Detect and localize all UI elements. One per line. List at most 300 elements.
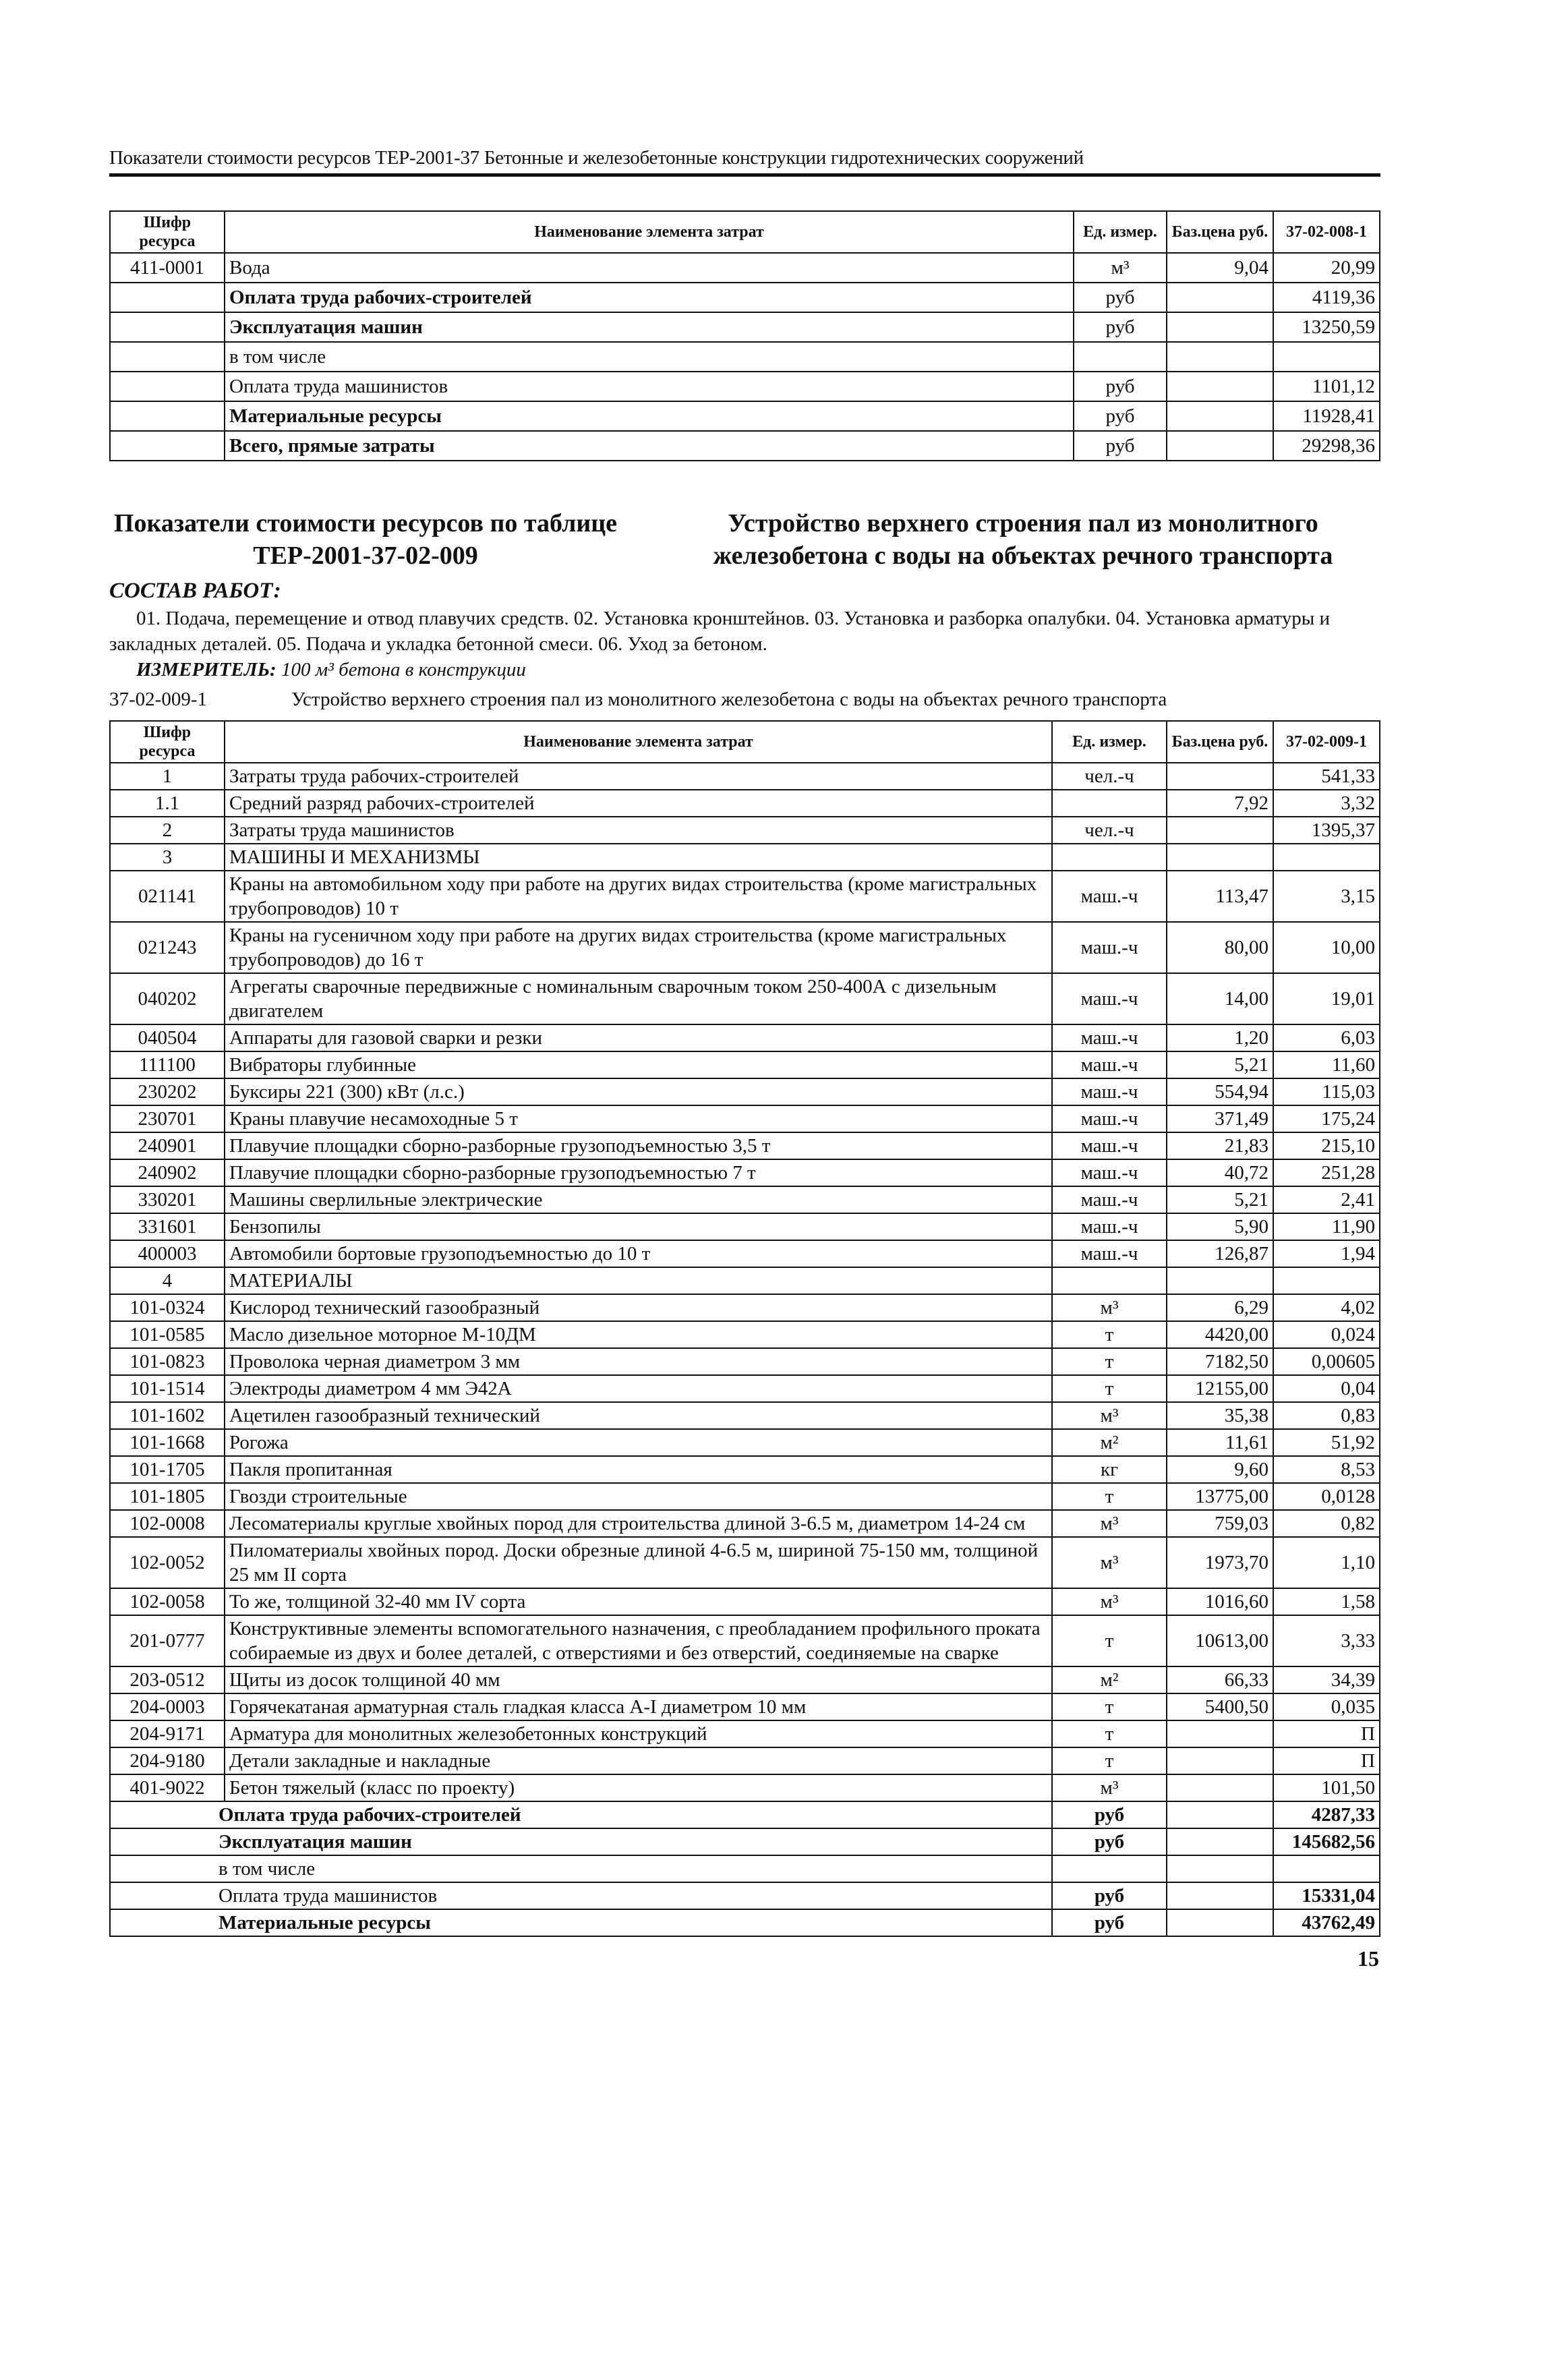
- summary-row: [110, 1801, 1380, 1828]
- cell-value: 251,28: [1273, 1159, 1380, 1186]
- cell-value: 51,92: [1273, 1429, 1380, 1456]
- cell-code: 040202: [110, 973, 225, 1024]
- cell-price: 7,92: [1167, 790, 1273, 817]
- cell-unit: маш.-ч: [1052, 1186, 1167, 1213]
- cell-code: 101-1668: [110, 1429, 225, 1456]
- table-row: [110, 790, 1380, 817]
- cell-price: [1167, 817, 1273, 844]
- cell-price: 4420,00: [1167, 1321, 1273, 1348]
- cell-name: Краны плавучие несамоходные 5 т: [225, 1105, 1052, 1132]
- cell-code: 101-1705: [110, 1456, 225, 1483]
- cell-code: 102-0008: [110, 1510, 225, 1537]
- table-header-row: [110, 721, 1380, 763]
- cell-code: 2: [110, 817, 225, 844]
- table-row: [110, 431, 1380, 461]
- cell-price: 7182,50: [1167, 1348, 1273, 1375]
- cell-name: Плавучие площадки сборно-разборные грузоподъемностью 3,5 т: [225, 1132, 1052, 1159]
- cell-value: 20,99: [1273, 253, 1380, 283]
- cell-price: 1973,70: [1167, 1537, 1273, 1588]
- cell-unit: маш.-ч: [1052, 1024, 1167, 1051]
- cell-value: П: [1273, 1720, 1380, 1747]
- cell-value: 115,03: [1273, 1078, 1380, 1105]
- cell-name: Автомобили бортовые грузоподъемностью до 10 т: [225, 1240, 1052, 1267]
- cell-price: 40,72: [1167, 1159, 1273, 1186]
- cell-price: 11,61: [1167, 1429, 1273, 1456]
- table-row: [110, 1078, 1380, 1105]
- cell-price: 10613,00: [1167, 1615, 1273, 1666]
- cell-name: Горячекатаная арматурная сталь гладкая класса А-I диаметром 10 мм: [225, 1693, 1052, 1720]
- cell-name: МАТЕРИАЛЫ: [225, 1267, 1052, 1294]
- cell-price: [1167, 1828, 1273, 1855]
- col-header-value: 37-02-008-1: [1273, 211, 1380, 253]
- cell-name: Краны на гусеничном ходу при работе на других видах строительства (кроме магистральных трубопроводов) до 16 т: [225, 922, 1052, 973]
- cell-price: [1167, 844, 1273, 871]
- cell-unit: руб: [1052, 1828, 1167, 1855]
- table-body: [110, 253, 1380, 461]
- col-header-value: 37-02-009-1: [1273, 721, 1380, 763]
- cell-name: Затраты труда машинистов: [225, 817, 1052, 844]
- cell-value: 215,10: [1273, 1132, 1380, 1159]
- cell-price: 554,94: [1167, 1078, 1273, 1105]
- cell-name: Пиломатериалы хвойных пород. Доски обрезные длиной 4-6.5 м, шириной 75-150 мм, толщиной 25 мм II сорта: [225, 1537, 1052, 1588]
- cell-code: 101-0324: [110, 1294, 225, 1321]
- cell-name: Вода: [225, 253, 1074, 283]
- cell-price: 9,04: [1167, 253, 1273, 283]
- cell-name: Буксиры 221 (300) кВт (л.с.): [225, 1078, 1052, 1105]
- summary-row: [110, 1855, 1380, 1882]
- cell-unit: м³: [1052, 1537, 1167, 1588]
- cell-value: 0,04: [1273, 1375, 1380, 1402]
- cell-value: 15331,04: [1273, 1882, 1380, 1909]
- table-row: [110, 1774, 1380, 1801]
- table-row: [110, 253, 1380, 283]
- cell-value: 4119,36: [1273, 283, 1380, 312]
- cell-unit: маш.-ч: [1052, 871, 1167, 922]
- cell-price: [1167, 312, 1273, 342]
- table-row: [110, 1051, 1380, 1078]
- table-row: [110, 1588, 1380, 1615]
- table-row: [110, 817, 1380, 844]
- cell-unit: маш.-ч: [1052, 922, 1167, 973]
- table-row: [110, 1720, 1380, 1747]
- cell-code: 102-0058: [110, 1588, 225, 1615]
- cell-unit: м³: [1052, 1402, 1167, 1429]
- cell-price: [1167, 763, 1273, 790]
- cell-unit: руб: [1074, 431, 1167, 461]
- table-row: [110, 1186, 1380, 1213]
- cell-value: [1273, 1267, 1380, 1294]
- cell-unit: т: [1052, 1747, 1167, 1774]
- table-row: [110, 372, 1380, 401]
- cell-summary-name: Эксплуатация машин: [110, 1828, 1052, 1855]
- cell-unit: чел.-ч: [1052, 817, 1167, 844]
- cell-name: в том числе: [225, 342, 1074, 372]
- cell-summary-name: в том числе: [110, 1855, 1052, 1882]
- cell-code: [110, 431, 225, 461]
- cell-unit: руб: [1074, 401, 1167, 431]
- cell-code: [110, 342, 225, 372]
- cell-price: 126,87: [1167, 1240, 1273, 1267]
- measure-label: ИЗМЕРИТЕЛЬ:: [136, 659, 276, 680]
- running-header: Показатели стоимости ресурсов ТЕР-2001-37 Бетонные и железобетонные конструкции гидротехнических сооружений: [109, 147, 1084, 169]
- cell-value: 8,53: [1273, 1456, 1380, 1483]
- table-row: [110, 763, 1380, 790]
- cell-code: 331601: [110, 1213, 225, 1240]
- cell-price: 371,49: [1167, 1105, 1273, 1132]
- table-row: [110, 1348, 1380, 1375]
- cell-price: [1167, 1909, 1273, 1936]
- table-row: [110, 1105, 1380, 1132]
- cell-unit: [1052, 844, 1167, 871]
- table-row: [110, 1213, 1380, 1240]
- cell-value: 19,01: [1273, 973, 1380, 1024]
- cell-value: 1,58: [1273, 1588, 1380, 1615]
- cell-price: 66,33: [1167, 1666, 1273, 1693]
- table-row: [110, 1429, 1380, 1456]
- cell-code: 111100: [110, 1051, 225, 1078]
- cell-price: [1167, 1267, 1273, 1294]
- cell-value: 0,83: [1273, 1402, 1380, 1429]
- cell-price: 5,21: [1167, 1186, 1273, 1213]
- cell-name: То же, толщиной 32-40 мм IV сорта: [225, 1588, 1052, 1615]
- cell-unit: т: [1052, 1720, 1167, 1747]
- cell-unit: маш.-ч: [1052, 1240, 1167, 1267]
- cell-name: Аппараты для газовой сварки и резки: [225, 1024, 1052, 1051]
- cell-code: 204-0003: [110, 1693, 225, 1720]
- cell-unit: руб: [1052, 1909, 1167, 1936]
- cell-name: Масло дизельное моторное М-10ДМ: [225, 1321, 1052, 1348]
- cell-name: Ацетилен газообразный технический: [225, 1402, 1052, 1429]
- cell-value: 11,60: [1273, 1051, 1380, 1078]
- cell-price: [1167, 1855, 1273, 1882]
- cell-unit: м²: [1052, 1429, 1167, 1456]
- cell-name: Пакля пропитанная: [225, 1456, 1052, 1483]
- table-body: [110, 763, 1380, 1936]
- cell-name: Рогожа: [225, 1429, 1052, 1456]
- cell-code: 240902: [110, 1159, 225, 1186]
- cell-name: Щиты из досок толщиной 40 мм: [225, 1666, 1052, 1693]
- cell-code: 411-0001: [110, 253, 225, 283]
- page-number: 15: [1358, 1946, 1379, 1971]
- cell-name: Оплата труда машинистов: [225, 372, 1074, 401]
- cell-value: 4,02: [1273, 1294, 1380, 1321]
- table-row: [110, 871, 1380, 922]
- cell-unit: т: [1052, 1348, 1167, 1375]
- cell-price: 35,38: [1167, 1402, 1273, 1429]
- cell-name: Оплата труда рабочих-строителей: [225, 283, 1074, 312]
- col-header-name: Наименование элемента затрат: [225, 721, 1052, 763]
- cell-code: [110, 372, 225, 401]
- cell-code: 101-1514: [110, 1375, 225, 1402]
- col-header-code: Шифр ресурса: [110, 211, 225, 253]
- composition-label: СОСТАВ РАБОТ:: [109, 579, 281, 603]
- cell-unit: [1052, 1267, 1167, 1294]
- cell-code: 240901: [110, 1132, 225, 1159]
- cell-price: [1167, 342, 1273, 372]
- cell-value: 1395,37: [1273, 817, 1380, 844]
- cell-unit: т: [1052, 1615, 1167, 1666]
- table-row: [110, 1615, 1380, 1666]
- cell-unit: м³: [1052, 1510, 1167, 1537]
- cell-name: Кислород технический газообразный: [225, 1294, 1052, 1321]
- cell-name: Детали закладные и накладные: [225, 1747, 1052, 1774]
- cell-code: 4: [110, 1267, 225, 1294]
- cell-name: Всего, прямые затраты: [225, 431, 1074, 461]
- table-row: [110, 401, 1380, 431]
- cell-value: [1273, 844, 1380, 871]
- cell-unit: руб: [1052, 1882, 1167, 1909]
- cell-value: 0,024: [1273, 1321, 1380, 1348]
- cell-value: 43762,49: [1273, 1909, 1380, 1936]
- table-row: [110, 1375, 1380, 1402]
- cell-name: Эксплуатация машин: [225, 312, 1074, 342]
- cell-price: 113,47: [1167, 871, 1273, 922]
- cell-value: 11928,41: [1273, 401, 1380, 431]
- col-header-unit: Ед. измер.: [1052, 721, 1167, 763]
- summary-row: [110, 1909, 1380, 1936]
- cell-name: Краны на автомобильном ходу при работе на других видах строительства (кроме магистральных трубопроводов) 10 т: [225, 871, 1052, 922]
- table-row: [110, 1321, 1380, 1348]
- cell-code: 400003: [110, 1240, 225, 1267]
- cell-name: Средний разряд рабочих-строителей: [225, 790, 1052, 817]
- cell-price: [1167, 401, 1273, 431]
- cell-value: 101,50: [1273, 1774, 1380, 1801]
- cell-unit: руб: [1074, 372, 1167, 401]
- resources-table-009: [109, 720, 1380, 1937]
- cell-code: 230202: [110, 1078, 225, 1105]
- cell-unit: маш.-ч: [1052, 973, 1167, 1024]
- cell-price: 12155,00: [1167, 1375, 1273, 1402]
- cell-value: 1101,12: [1273, 372, 1380, 401]
- cell-price: [1167, 1720, 1273, 1747]
- cell-price: [1167, 283, 1273, 312]
- cell-unit: чел.-ч: [1052, 763, 1167, 790]
- cell-code: 204-9180: [110, 1747, 225, 1774]
- cell-price: [1167, 1747, 1273, 1774]
- cell-value: 10,00: [1273, 922, 1380, 973]
- cell-value: 1,94: [1273, 1240, 1380, 1267]
- cell-price: 80,00: [1167, 922, 1273, 973]
- cell-unit: т: [1052, 1693, 1167, 1720]
- cell-unit: маш.-ч: [1052, 1159, 1167, 1186]
- table-row: [110, 1747, 1380, 1774]
- table-header-row: [110, 211, 1380, 253]
- cell-value: 4287,33: [1273, 1801, 1380, 1828]
- cell-unit: маш.-ч: [1052, 1105, 1167, 1132]
- cell-code: 101-0823: [110, 1348, 225, 1375]
- cell-value: 3,32: [1273, 790, 1380, 817]
- cell-price: 14,00: [1167, 973, 1273, 1024]
- cell-unit: т: [1052, 1375, 1167, 1402]
- header-rule: [109, 173, 1380, 177]
- table-row: [110, 1693, 1380, 1720]
- entry-caption: [109, 687, 1380, 712]
- cell-value: [1273, 1855, 1380, 1882]
- cell-name: Вибраторы глубинные: [225, 1051, 1052, 1078]
- cell-code: 401-9022: [110, 1774, 225, 1801]
- cell-name: Плавучие площадки сборно-разборные грузоподъемностью 7 т: [225, 1159, 1052, 1186]
- cell-unit: м³: [1052, 1774, 1167, 1801]
- cell-name: Бензопилы: [225, 1213, 1052, 1240]
- cell-price: 5,90: [1167, 1213, 1273, 1240]
- cell-value: 1,10: [1273, 1537, 1380, 1588]
- col-header-name: Наименование элемента затрат: [225, 211, 1074, 253]
- cell-price: [1167, 1774, 1273, 1801]
- cell-code: 102-0052: [110, 1537, 225, 1588]
- cell-code: 021141: [110, 871, 225, 922]
- cell-unit: маш.-ч: [1052, 1213, 1167, 1240]
- cell-unit: м²: [1052, 1666, 1167, 1693]
- table-row: [110, 283, 1380, 312]
- cell-value: 0,0128: [1273, 1483, 1380, 1510]
- cell-code: 101-0585: [110, 1321, 225, 1348]
- cell-price: [1167, 1801, 1273, 1828]
- section-title-left: Показатели стоимости ресурсов по таблице ТЕР-2001-37-02-009: [113, 509, 618, 570]
- cell-unit: м³: [1052, 1588, 1167, 1615]
- col-header-code: Шифр ресурса: [110, 721, 225, 763]
- cell-value: 11,90: [1273, 1213, 1380, 1240]
- cell-unit: [1052, 790, 1167, 817]
- cell-value: 6,03: [1273, 1024, 1380, 1051]
- cell-value: 3,33: [1273, 1615, 1380, 1666]
- cell-code: [110, 283, 225, 312]
- measure-value: 100 м³ бетона в конструкции: [281, 659, 526, 680]
- cell-price: 21,83: [1167, 1132, 1273, 1159]
- cell-price: 13775,00: [1167, 1483, 1273, 1510]
- table-row: [110, 312, 1380, 342]
- cell-unit: [1052, 1855, 1167, 1882]
- table-row: [110, 1024, 1380, 1051]
- cell-value: П: [1273, 1747, 1380, 1774]
- cell-value: [1273, 342, 1380, 372]
- cell-code: 1: [110, 763, 225, 790]
- cell-unit: маш.-ч: [1052, 1132, 1167, 1159]
- cell-unit: маш.-ч: [1052, 1051, 1167, 1078]
- cell-value: 29298,36: [1273, 431, 1380, 461]
- cell-code: 101-1805: [110, 1483, 225, 1510]
- table-row: [110, 1240, 1380, 1267]
- table-row: [110, 1402, 1380, 1429]
- cell-price: 6,29: [1167, 1294, 1273, 1321]
- cell-price: [1167, 431, 1273, 461]
- cell-value: 3,15: [1273, 871, 1380, 922]
- col-header-unit: Ед. измер.: [1074, 211, 1167, 253]
- cell-price: [1167, 1882, 1273, 1909]
- table-row: [110, 342, 1380, 372]
- cell-value: 175,24: [1273, 1105, 1380, 1132]
- cell-code: 101-1602: [110, 1402, 225, 1429]
- summary-row: [110, 1828, 1380, 1855]
- cell-unit: кг: [1052, 1456, 1167, 1483]
- cell-name: Затраты труда рабочих-строителей: [225, 763, 1052, 790]
- cell-value: 0,82: [1273, 1510, 1380, 1537]
- table-row: [110, 1483, 1380, 1510]
- table-row: [110, 922, 1380, 973]
- cell-code: 021243: [110, 922, 225, 973]
- col-header-price: Баз.цена руб.: [1167, 211, 1273, 253]
- table-row: [110, 844, 1380, 871]
- table-row: [110, 1510, 1380, 1537]
- cell-name: Агрегаты сварочные передвижные с номинальным сварочным током 250-400А с дизельным двигателем: [225, 973, 1052, 1024]
- table-row: [110, 1267, 1380, 1294]
- entry-id: 37-02-009-1: [109, 689, 207, 710]
- cell-name: Машины сверлильные электрические: [225, 1186, 1052, 1213]
- cell-value: 13250,59: [1273, 312, 1380, 342]
- composition-text: 01. Подача, перемещение и отвод плавучих средств. 02. Установка кронштейнов. 03. Установка и разборка опалубки. 04. Установка арматуры и закладных деталей. 05. Подача и укладка бетонной смеси. 06. Уход за бетоном.: [109, 608, 1330, 655]
- cell-unit: руб: [1052, 1801, 1167, 1828]
- document-page: [109, 145, 1380, 1971]
- cell-value: 34,39: [1273, 1666, 1380, 1693]
- cell-code: 230701: [110, 1105, 225, 1132]
- cell-price: 9,60: [1167, 1456, 1273, 1483]
- cell-code: 204-9171: [110, 1720, 225, 1747]
- table-row: [110, 1294, 1380, 1321]
- cell-name: Проволока черная диаметром 3 мм: [225, 1348, 1052, 1375]
- cell-unit: руб: [1074, 283, 1167, 312]
- cell-summary-name: Оплата труда машинистов: [110, 1882, 1052, 1909]
- table-row: [110, 1537, 1380, 1588]
- cell-value: 0,035: [1273, 1693, 1380, 1720]
- measure-line: [109, 657, 1380, 683]
- cell-code: 040504: [110, 1024, 225, 1051]
- cell-price: 5400,50: [1167, 1693, 1273, 1720]
- cell-name: Арматура для монолитных железобетонных конструкций: [225, 1720, 1052, 1747]
- entry-text: Устройство верхнего строения пал из монолитного железобетона с воды на объектах речного транспорта: [291, 689, 1167, 710]
- cell-unit: т: [1052, 1483, 1167, 1510]
- cell-name: Материальные ресурсы: [225, 401, 1074, 431]
- cell-unit: маш.-ч: [1052, 1078, 1167, 1105]
- table-row: [110, 973, 1380, 1024]
- cell-price: 1,20: [1167, 1024, 1273, 1051]
- cell-unit: руб: [1074, 312, 1167, 342]
- cell-name: Электроды диаметром 4 мм Э42А: [225, 1375, 1052, 1402]
- cell-value: 2,41: [1273, 1186, 1380, 1213]
- col-header-price: Баз.цена руб.: [1167, 721, 1273, 763]
- cell-name: Лесоматериалы круглые хвойных пород для строительства длиной 3-6.5 м, диаметром 14-24 см: [225, 1510, 1052, 1537]
- cell-price: 1016,60: [1167, 1588, 1273, 1615]
- cell-name: Конструктивные элементы вспомогательного назначения, с преобладанием профильного проката собираемые из двух и более деталей, с отверстиями и без отверстий, соединяемые на сварке: [225, 1615, 1052, 1666]
- table-row: [110, 1456, 1380, 1483]
- summary-table-008: [109, 210, 1380, 461]
- cell-value: 145682,56: [1273, 1828, 1380, 1855]
- section-title-right: Устройство верхнего строения пал из монолитного железобетона с воды на объектах речного транспорта: [713, 509, 1333, 570]
- cell-value: 541,33: [1273, 763, 1380, 790]
- summary-row: [110, 1882, 1380, 1909]
- cell-code: 3: [110, 844, 225, 871]
- cell-code: 1.1: [110, 790, 225, 817]
- cell-code: [110, 401, 225, 431]
- cell-price: 759,03: [1167, 1510, 1273, 1537]
- cell-name: МАШИНЫ И МЕХАНИЗМЫ: [225, 844, 1052, 871]
- cell-value: 0,00605: [1273, 1348, 1380, 1375]
- cell-unit: [1074, 342, 1167, 372]
- cell-unit: м³: [1052, 1294, 1167, 1321]
- table-row: [110, 1666, 1380, 1693]
- cell-code: 330201: [110, 1186, 225, 1213]
- cell-unit: т: [1052, 1321, 1167, 1348]
- table-row: [110, 1159, 1380, 1186]
- cell-name: Гвозди строительные: [225, 1483, 1052, 1510]
- cell-unit: м³: [1074, 253, 1167, 283]
- cell-price: 5,21: [1167, 1051, 1273, 1078]
- cell-summary-name: Оплата труда рабочих-строителей: [110, 1801, 1052, 1828]
- cell-price: [1167, 372, 1273, 401]
- cell-summary-name: Материальные ресурсы: [110, 1909, 1052, 1936]
- section-titles: [109, 507, 1380, 572]
- cell-code: 201-0777: [110, 1615, 225, 1666]
- table-row: [110, 1132, 1380, 1159]
- cell-name: Бетон тяжелый (класс по проекту): [225, 1774, 1052, 1801]
